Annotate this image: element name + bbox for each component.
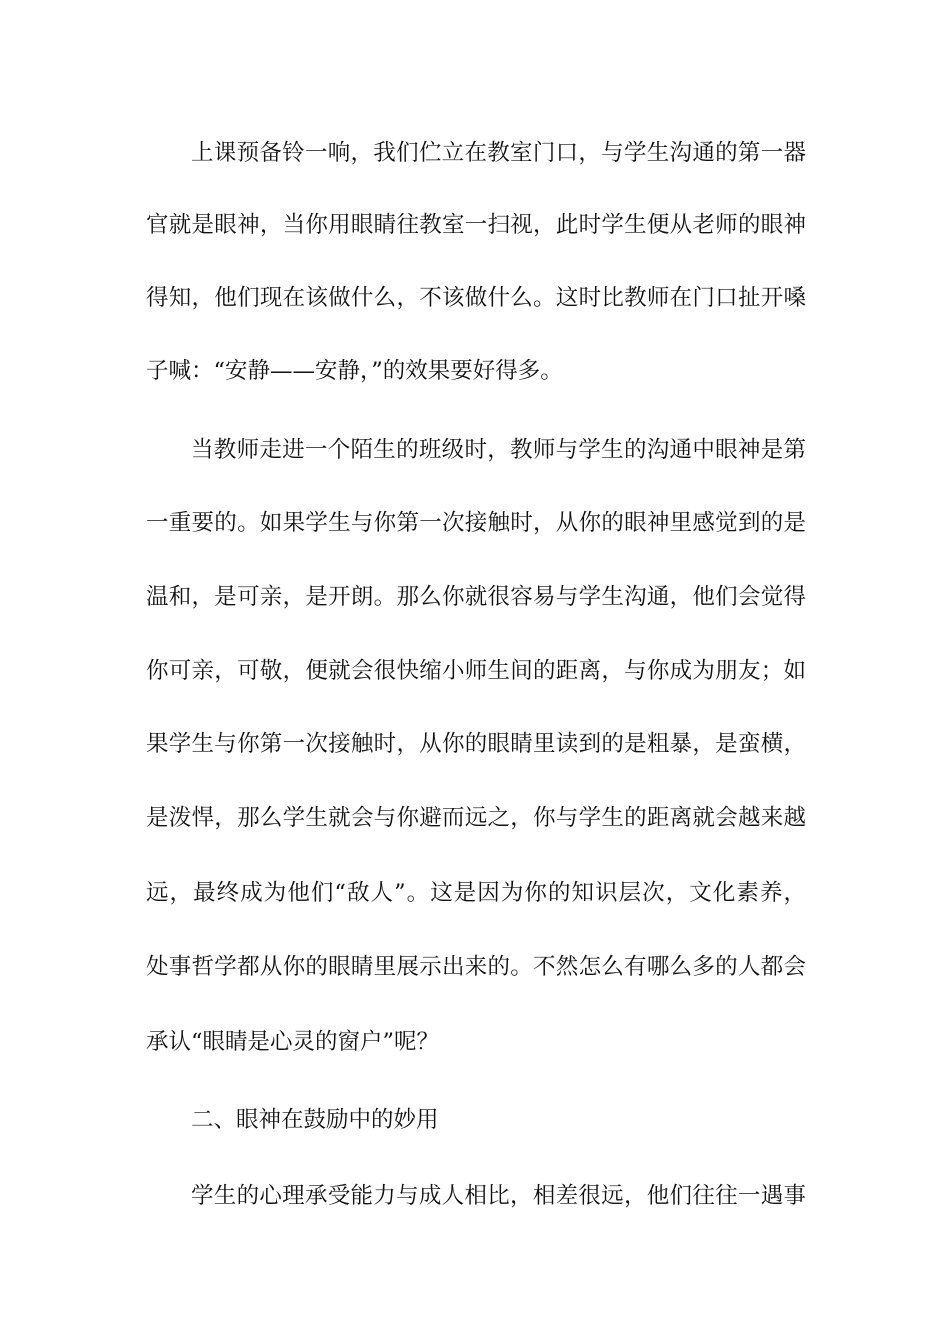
paragraph-1-line-3: 得知，他们现在该做什么，不该做什么。这时比教师在门口扯开嗓 xyxy=(146,285,806,311)
section-heading: 二、眼神在鼓励中的妙用 xyxy=(191,1107,439,1133)
paragraph-2-line-5: 果学生与你第一次接触时，从你的眼睛里读到的是粗暴，是蛮横， xyxy=(146,731,806,757)
paragraph-2-line-4: 你可亲，可敬，便就会很快缩小师生间的距离，与你成为朋友；如 xyxy=(146,658,806,684)
paragraph-2-line-8: 处事哲学都从你的眼睛里展示出来的。不然怎么有哪么多的人都会 xyxy=(146,954,806,980)
paragraph-2-line-6: 是泼悍，那么学生就会与你避而远之，你与学生的距离就会越来越 xyxy=(146,805,806,831)
paragraph-3-line-1: 学生的心理承受能力与成人相比，相差很远，他们往往一遇事 xyxy=(191,1183,806,1209)
paragraph-2-line-3: 温和，是可亲，是开朗。那么你就很容易与学生沟通，他们会觉得 xyxy=(146,584,806,610)
paragraph-2-line-9: 承认“眼睛是心灵的窗户”呢？ xyxy=(146,1029,440,1055)
paragraph-1-line-1: 上课预备铃一响，我们伫立在教室门口，与学生沟通的第一器 xyxy=(191,140,806,166)
paragraph-2-line-1: 当教师走进一个陌生的班级时，教师与学生的沟通中眼神是第 xyxy=(191,437,806,463)
paragraph-1-line-2: 官就是眼神，当你用眼睛往教室一扫视，此时学生便从老师的眼神 xyxy=(146,212,806,238)
paragraph-2-line-2: 一重要的。如果学生与你第一次接触时，从你的眼神里感觉到的是 xyxy=(146,510,806,536)
paragraph-2-line-7: 远，最终成为他们“敌人”。这是因为你的知识层次，文化素养， xyxy=(146,880,806,906)
paragraph-1-line-4: 子喊：“安静——安静，”的效果要好得多。 xyxy=(146,358,563,384)
